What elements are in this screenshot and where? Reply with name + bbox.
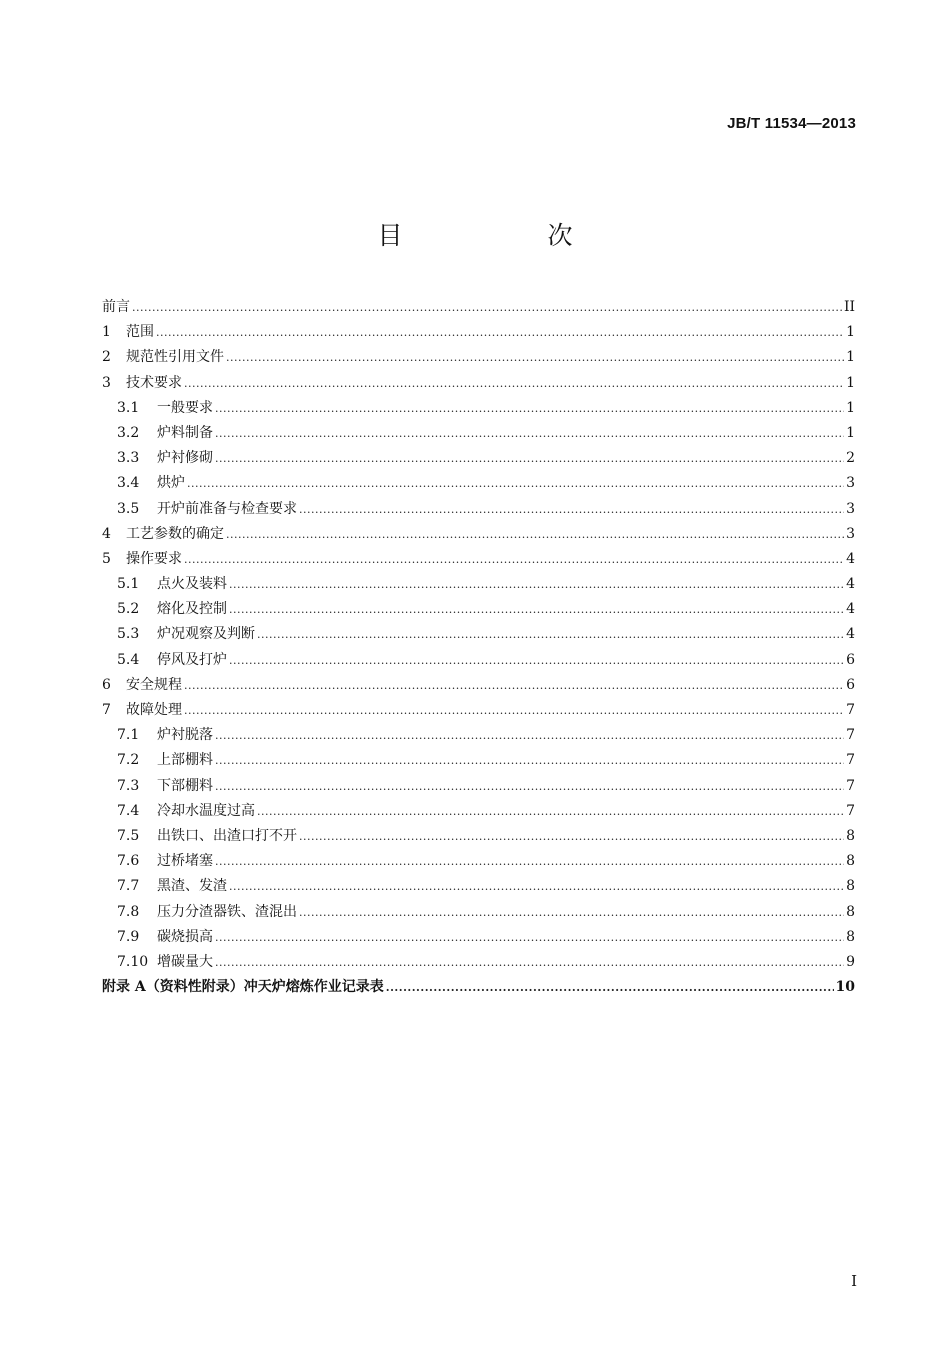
toc-entry-page: 2: [846, 450, 855, 467]
toc-entry-number: 7.10: [117, 953, 149, 970]
toc-entry-page: 1: [846, 399, 855, 416]
toc-entry-page: 8: [846, 928, 855, 945]
toc-entry-text: 附录 A（资料性附录）冲天炉熔炼作业记录表: [102, 979, 384, 996]
toc-entry-page: 10: [835, 979, 855, 996]
toc-subentry[interactable]: [102, 849, 855, 874]
toc-entry-text: 压力分渣器铁、渣混出: [157, 903, 297, 920]
toc-subentry[interactable]: [102, 497, 855, 522]
toc-entry-number: 7.9: [117, 928, 140, 945]
toc-entry-page: 7: [846, 727, 855, 744]
toc-leader: [215, 396, 844, 421]
toc-subentry[interactable]: [102, 900, 855, 925]
toc-entry-page: 4: [846, 626, 855, 643]
toc-entry-text: 炉况观察及判断: [157, 626, 255, 643]
toc-entry-number: 7.6: [117, 853, 140, 870]
toc-entry-page: 1: [846, 324, 855, 341]
toc-entry-page: 7: [846, 777, 855, 794]
toc-subentry[interactable]: [102, 396, 855, 421]
toc-entry[interactable]: [102, 371, 855, 396]
toc-entry-page: 4: [846, 550, 855, 567]
toc-entry-number: 7.2: [117, 752, 140, 769]
toc-entry-page: 6: [846, 676, 855, 693]
toc-subentry[interactable]: [102, 925, 855, 950]
toc-entry-text: 过桥堵塞: [157, 853, 213, 870]
toc-entry-number: 2: [102, 349, 111, 366]
toc-entry-text: 技术要求: [126, 374, 182, 391]
toc-leader: [229, 874, 844, 899]
toc-subentry[interactable]: [102, 748, 855, 773]
toc-entry-text: 增碳量大: [157, 953, 213, 970]
toc-entry[interactable]: [102, 345, 855, 370]
toc-leader: [229, 572, 844, 597]
toc-leader: [386, 975, 834, 1000]
toc-entry-page: 3: [846, 475, 855, 492]
toc-entry-number: 3.4: [117, 475, 140, 492]
toc-subentry[interactable]: [102, 471, 855, 496]
toc-subentry[interactable]: [102, 622, 855, 647]
toc-entry-text: 出铁口、出渣口打不开: [157, 827, 297, 844]
toc-entry-text: 冷却水温度过高: [157, 802, 255, 819]
standard-number: JB/T 11534—2013: [727, 115, 856, 132]
toc-subentry[interactable]: [102, 874, 855, 899]
toc-entry-appendix-a[interactable]: [102, 975, 855, 1000]
toc-entry-text: 停风及打炉: [157, 651, 227, 668]
toc-leader: [215, 748, 844, 773]
toc-entry-number: 6: [102, 676, 111, 693]
toc-entry-text: 炉料制备: [157, 424, 213, 441]
toc-entry-text: 上部棚料: [157, 752, 213, 769]
toc-entry-text: 规范性引用文件: [126, 349, 224, 366]
toc-leader: [215, 925, 844, 950]
toc-entry-page: II: [843, 299, 855, 315]
toc-entry-page: 8: [846, 853, 855, 870]
toc-entry[interactable]: [102, 522, 855, 547]
toc-entry-text: 一般要求: [157, 399, 213, 416]
toc-entry-number: 7.7: [117, 878, 140, 895]
toc-entry-number: 4: [102, 525, 111, 542]
toc-entry-page: 3: [846, 525, 855, 542]
toc-entry-page: 1: [846, 424, 855, 441]
toc-entry-page: 1: [846, 349, 855, 366]
toc-entry-text: 烘炉: [157, 475, 185, 492]
toc-leader: [215, 446, 844, 471]
toc-entry-text: 熔化及控制: [157, 601, 227, 618]
toc-entry-number: 5: [102, 550, 111, 567]
toc-entry-number: 5.4: [117, 651, 140, 668]
toc-leader: [215, 421, 844, 446]
toc-entry-number: 1: [102, 324, 111, 341]
toc-leader: [299, 824, 844, 849]
toc-entry-number: 3.3: [117, 450, 140, 467]
toc-entry-page: 8: [846, 827, 855, 844]
toc-subentry[interactable]: [102, 421, 855, 446]
toc-entry-number: 7.5: [117, 827, 140, 844]
toc-entry-number: 3.5: [117, 500, 140, 517]
toc-entry-page: 8: [846, 878, 855, 895]
toc-subentry[interactable]: [102, 774, 855, 799]
toc-leader: [226, 345, 844, 370]
toc-entry-text: 炉衬脱落: [157, 727, 213, 744]
toc-subentry[interactable]: [102, 446, 855, 471]
toc-entry-text: 工艺参数的确定: [126, 525, 224, 542]
toc-leader: [215, 950, 844, 975]
toc-entry-page: 1: [846, 374, 855, 391]
toc-entry-number: 5.3: [117, 626, 140, 643]
toc-leader: [215, 849, 844, 874]
page-number: I: [851, 1272, 857, 1290]
toc-leader: [299, 497, 844, 522]
toc-entry-text: 碳烧损高: [157, 928, 213, 945]
toc-entry[interactable]: [102, 698, 855, 723]
toc-entry-number: 3: [102, 374, 111, 391]
toc-entry[interactable]: [102, 673, 855, 698]
toc-leader: [132, 295, 842, 320]
toc-entry-text: 范围: [126, 324, 154, 341]
toc-subentry[interactable]: [102, 799, 855, 824]
toc-entry-number: 3.2: [117, 424, 140, 441]
toc-leader: [184, 673, 844, 698]
toc-entry-number: 7.4: [117, 802, 140, 819]
toc-entry-page: 4: [846, 576, 855, 593]
toc-entry-text: 安全规程: [126, 676, 182, 693]
toc-entry-text: 故障处理: [126, 702, 182, 718]
toc-entry-page: 7: [846, 702, 855, 718]
toc-entry-number: 5.2: [117, 601, 140, 618]
toc-entry-page: 3: [846, 500, 855, 517]
toc-entry-text: 点火及装料: [157, 576, 227, 593]
toc-entry-page: 6: [846, 651, 855, 668]
table-of-contents: [102, 295, 855, 1000]
toc-subentry[interactable]: [102, 648, 855, 673]
toc-entry-page: 8: [846, 903, 855, 920]
toc-entry-number: 7.3: [117, 777, 140, 794]
toc-subentry[interactable]: [102, 572, 855, 597]
toc-entry-number: 5.1: [117, 576, 140, 593]
toc-leader: [215, 723, 844, 748]
toc-entry-text: 操作要求: [126, 550, 182, 567]
toc-entry-number: 7.8: [117, 903, 140, 920]
toc-entry-page: 4: [846, 601, 855, 618]
toc-subentry[interactable]: [102, 824, 855, 849]
toc-entry-number: 3.1: [117, 399, 140, 416]
toc-subentry[interactable]: [102, 597, 855, 622]
toc-entry-number: 7.1: [117, 727, 140, 744]
toc-subentry[interactable]: [102, 723, 855, 748]
toc-leader: [257, 799, 844, 824]
toc-leader: [156, 320, 844, 345]
toc-leader: [215, 774, 844, 799]
toc-entry-page: 7: [846, 752, 855, 769]
toc-entry-page: 7: [846, 802, 855, 819]
toc-entry-page: 9: [846, 953, 855, 970]
toc-entry[interactable]: [102, 547, 855, 572]
toc-leader: [229, 648, 844, 673]
toc-leader: [184, 547, 844, 572]
toc-entry-text: 炉衬修砌: [157, 450, 213, 467]
toc-leader: [229, 597, 844, 622]
toc-entry-text: 黑渣、发渣: [157, 878, 227, 895]
toc-subentry[interactable]: [102, 950, 855, 975]
toc-entry-number: 7: [102, 702, 111, 718]
toc-leader: [187, 471, 844, 496]
toc-leader: [299, 900, 844, 925]
toc-entry-preface[interactable]: [102, 295, 855, 320]
toc-entry-text: 下部棚料: [157, 777, 213, 794]
toc-entry-text: 前言: [102, 299, 130, 315]
toc-leader: [184, 371, 844, 396]
toc-entry-text: 开炉前准备与检查要求: [157, 500, 297, 517]
toc-leader: [226, 522, 844, 547]
toc-entry[interactable]: [102, 320, 855, 345]
toc-leader: [184, 698, 844, 723]
page-title: 目 次: [377, 221, 633, 250]
toc-leader: [257, 622, 844, 647]
